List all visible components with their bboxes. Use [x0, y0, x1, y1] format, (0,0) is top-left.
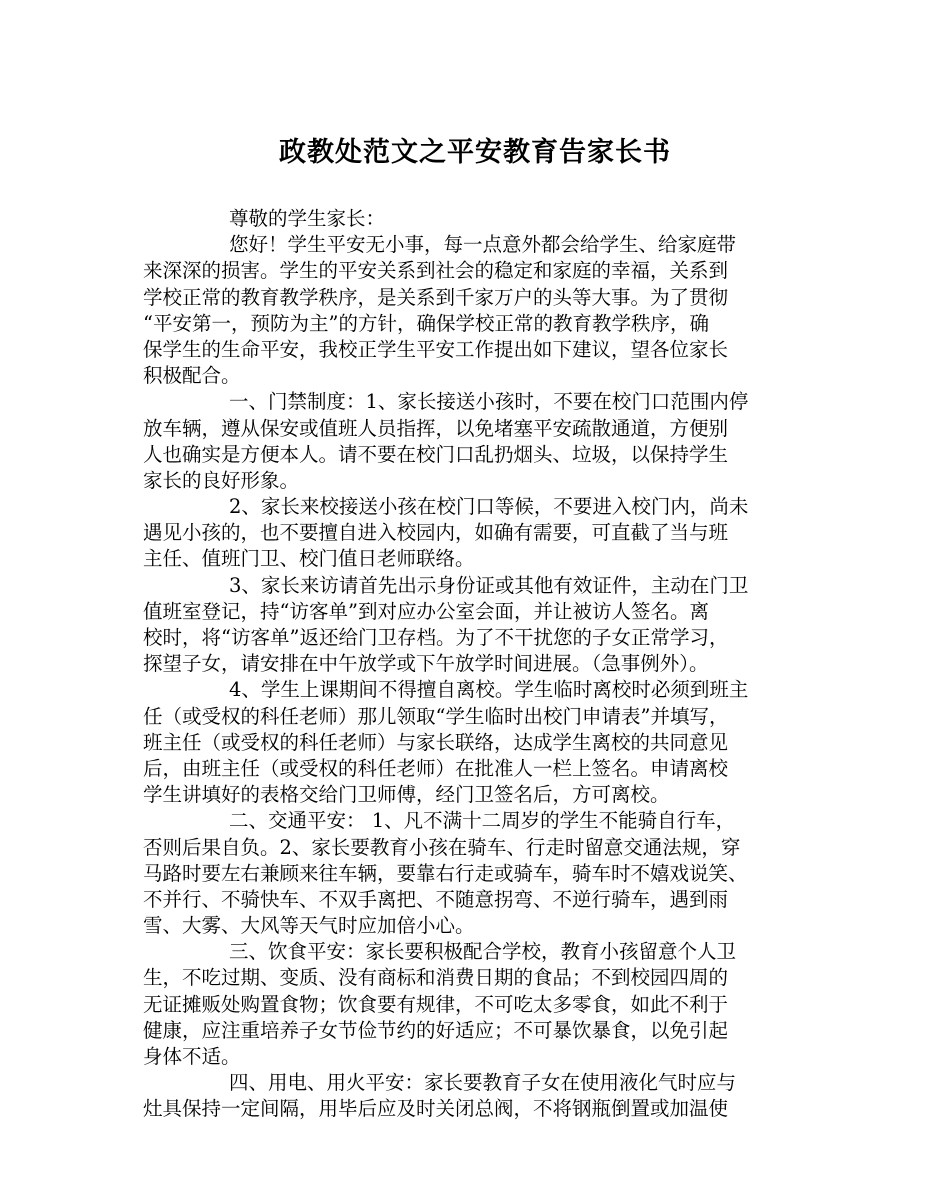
text-line: 家长的良好形象。 [143, 468, 300, 492]
text-line: 探望子女，请安排在中午放学或下午放学时间进展。（急事例外）。 [143, 652, 709, 676]
text-line: 学生讲填好的表格交给门卫师傅，经门卫签名后，方可离校。 [143, 783, 670, 807]
text-line: 不并行、不骑快车、不双手离把、不随意拐弯、不逆行骑车，遇到雨 [143, 887, 729, 911]
text-line: 2、家长来校接送小孩在校门口等候，不要进入校门内，尚未 [229, 495, 749, 519]
text-line: 来深深的损害。学生的平安关系到社会的稳定和家庭的幸福，关系到 [143, 259, 729, 283]
text-line: 否则后果自负。2、家长要教育小孩在骑车、行走时留意交通法规，穿 [143, 835, 741, 859]
text-line: 雪、大雾、大风等天气时应加倍小心。 [143, 914, 475, 938]
text-line: 后，由班主任（或受权的科任老师）在批准人一栏上签名。申请离校 [143, 756, 729, 780]
document-title: 政教处范文之平安教育告家长书 [279, 137, 671, 168]
text-line: 马路时要左右兼顾来往车辆，要靠右行走或骑车，骑车时不嬉戏说笑、 [143, 861, 748, 885]
text-line: 值班室登记，持“访客单”到对应办公室会面，并让被访人签名。离 [143, 599, 709, 623]
text-line: 保学生的生命平安，我校正学生平安工作提出如下建议，望各位家长 [143, 337, 729, 361]
text-line: 学校正常的教育教学秩序，是关系到千家万户的头等大事。为了贯彻 [143, 285, 729, 309]
text-line: “平安第一，预防为主”的方针，确保学校正常的教育教学秩序，确 [143, 311, 709, 335]
text-line: 无证摊贩处购置食物；饮食要有规律，不可吃太多零食，如此不利于 [143, 992, 729, 1016]
text-line: 四、用电、用火平安：家长要教育子女在使用液化气时应与 [229, 1071, 737, 1095]
text-line: 任（或受权的科任老师）那儿领取“学生临时出校门申请表”并填写， [143, 704, 729, 728]
text-line: 校时，将“访客单”返还给门卫存档。为了不干扰您的子女正常学习， [143, 626, 729, 649]
text-line: 灶具保持一定间隔，用毕后应及时关闭总阀，不将钢瓶倒置或加温使 [143, 1097, 729, 1121]
text-line: 遇见小孩的，也不要擅自进入校园内，如确有需要，可直截了当与班 [143, 521, 729, 545]
text-line: 二、交通平安： 1、凡不满十二周岁的学生不能骑自行车， [229, 809, 736, 833]
text-line: 4、学生上课期间不得擅自离校。学生临时离校时必须到班主 [229, 678, 749, 702]
document-body [143, 206, 823, 1123]
text-line: 主任、值班门卫、校门值日老师联络。 [143, 547, 475, 571]
text-line: 健康，应注重培养子女节俭节约的好适应；不可暴饮暴食，以免引起 [143, 1018, 729, 1042]
text-line: 身体不适。 [143, 1045, 241, 1068]
text-line: 一、门禁制度：1、家长接送小孩时，不要在校门口范围内停 [229, 390, 749, 414]
text-line: 三、饮食平安：家长要积极配合学校，教育小孩留意个人卫 [229, 940, 737, 964]
text-line: 尊敬的学生家长： [229, 207, 386, 230]
text-line: 您好！学生平安无小事，每一点意外都会给学生、给家庭带 [229, 233, 737, 257]
text-line: 人也确实是方便本人。请不要在校门口乱扔烟头、垃圾，以保持学生 [143, 442, 729, 466]
text-line: 积极配合。 [143, 364, 241, 388]
text-line: 生，不吃过期、变质、没有商标和消费日期的食品；不到校园四周的 [143, 966, 729, 990]
text-line: 班主任（或受权的科任老师）与家长联络，达成学生离校的共同意见 [143, 730, 729, 754]
text-line: 3、家长来访请首先出示身份证或其他有效证件，主动在门卫 [229, 573, 749, 597]
text-line: 放车辆，遵从保安或值班人员指挥，以免堵塞平安疏散通道，方便别 [143, 416, 729, 440]
